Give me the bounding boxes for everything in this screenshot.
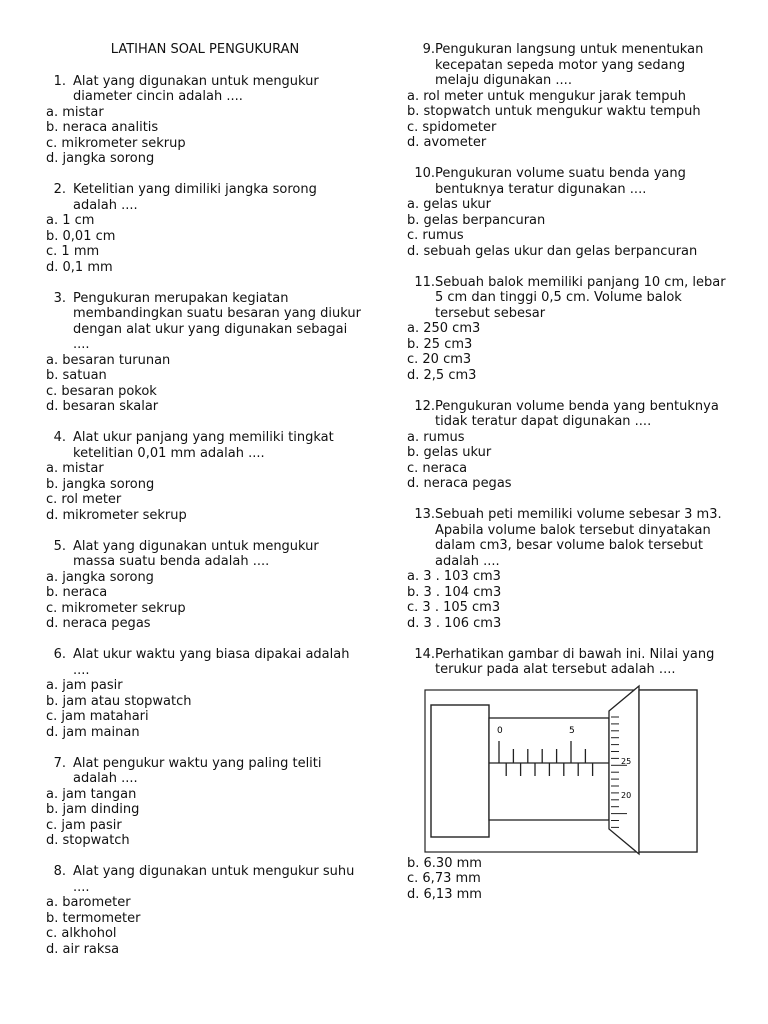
answer-option[interactable]: c. jam matahari [46,709,149,724]
question-stem [46,756,364,787]
question-3 [46,291,364,415]
right-column [407,42,727,918]
question-number: 4. [53,430,66,445]
answer-option[interactable]: d. 2,5 cm3 [407,367,477,383]
anvil-block [431,705,489,837]
question-stem [46,291,364,353]
answer-option[interactable]: b. 0,01 cm [46,228,116,244]
answer-option[interactable]: a. besaran turunan [46,352,171,368]
answer-option[interactable]: a. mistar [46,461,104,476]
answer-option[interactable]: a. jam pasir [46,678,123,693]
answer-option[interactable]: d. jam mainan [46,724,140,740]
question-4 [46,430,364,523]
question-text: Sebuah balok memiliki panjang 10 cm, lebar 5 cm dan tinggi 0,5 cm. Volume balok tersebut sebesar [435,274,726,321]
answer-option[interactable]: a. 3 . 103 cm3 [407,569,501,584]
answer-option[interactable]: b. 25 cm3 [407,336,473,352]
answer-option[interactable]: a. mistar [46,104,104,120]
answer-option[interactable]: c. spidometer [407,119,497,135]
answer-option[interactable]: c. mikrometer sekrup [46,135,186,151]
answer-option[interactable]: c. 20 cm3 [407,352,472,367]
answer-option[interactable]: b. gelas ukur [407,445,492,460]
question-stem [407,166,727,197]
page-title: LATIHAN SOAL PENGUKURAN [110,42,300,57]
question-text: Alat yang digunakan untuk mengukur massa suatu benda adalah .... [73,538,319,569]
question-number: 10. [414,166,435,181]
question-number: 7. [53,755,66,771]
question-number: 1. [53,73,66,89]
question-text: Pengukuran langsung untuk menentukan kecepatan sepeda motor yang sedang melaju digunakan .... [435,42,704,88]
answer-option[interactable]: d. besaran skalar [46,399,159,414]
question-stem [46,182,364,213]
answer-option[interactable]: a. barometer [46,895,131,910]
question-5 [46,539,364,632]
left-question-list [46,74,364,958]
question-text: Alat ukur waktu yang biasa dipakai adalah .... [73,647,350,678]
question-stem [46,74,364,105]
answer-option[interactable]: c. besaran pokok [46,383,157,399]
answer-option[interactable]: a. rumus [407,429,465,445]
main-scale-label-0: 0 [497,725,503,736]
answer-option[interactable]: d. 6,13 mm [407,886,482,902]
answer-option[interactable]: c. alkhohol [46,926,117,941]
ratchet-block [639,690,697,852]
question-6 [46,647,364,740]
right-question-list [407,42,727,631]
answer-option[interactable]: c. mikrometer sekrup [46,600,186,616]
question-number: 6. [53,647,66,662]
answer-option[interactable]: d. neraca pegas [407,476,512,491]
question-text: Sebuah peti memiliki volume sebesar 3 m3. Apabila volume balok tersebut dinyatakan dalam cm3, besar volume balok tersebut adalah .... [435,507,722,569]
question-14-options [407,856,727,903]
question-stem [46,864,364,895]
answer-option[interactable]: d. 0,1 mm [46,259,113,275]
thimble-label-20: 20 [621,790,632,800]
question-stem [46,539,364,570]
question-14 [407,647,727,903]
answer-option[interactable]: b. stopwatch untuk mengukur waktu tempuh [407,104,701,119]
question-text: Alat pengukur waktu yang paling teliti adalah .... [73,755,322,786]
answer-option[interactable]: d. sebuah gelas ukur dan gelas berpancuran [407,243,698,259]
question-text: Pengukuran volume suatu benda yang bentuknya teratur digunakan .... [435,166,686,197]
answer-option[interactable]: c. rol meter [46,492,122,507]
answer-option[interactable]: b. termometer [46,910,141,926]
question-2 [46,182,364,275]
answer-option[interactable]: d. 3 . 106 cm3 [407,615,502,631]
answer-option[interactable]: b. neraca analitis [46,120,159,135]
answer-option[interactable]: b. 3 . 104 cm3 [407,584,502,600]
answer-option[interactable]: c. rumus [407,228,464,243]
answer-option[interactable]: d. jangka sorong [46,151,155,166]
micrometer-figure [413,684,703,856]
answer-option[interactable]: d. mikrometer sekrup [46,507,187,523]
question-number: 5. [53,538,66,554]
question-number: 8. [53,864,66,879]
question-number: 14. [414,646,435,662]
question-7 [46,756,364,849]
answer-option[interactable]: c. jam pasir [46,817,122,833]
answer-option[interactable]: d. avometer [407,135,487,150]
thimble-label-25: 25 [621,756,632,766]
question-text: Perhatikan gambar di bawah ini. Nilai yang terukur pada alat tersebut adalah .... [435,646,715,677]
answer-option[interactable]: d. stopwatch [46,833,130,848]
question-stem [46,647,364,678]
question-number: 9. [422,42,435,57]
question-13 [407,507,727,631]
answer-option[interactable]: b. jam dinding [46,802,140,817]
question-stem [46,430,364,461]
answer-option[interactable]: c. neraca [407,460,468,476]
question-text: Alat yang digunakan untuk mengukur suhu .... [73,864,355,895]
answer-option[interactable]: b. 6.30 mm [407,855,482,871]
answer-option[interactable]: b. jangka sorong [46,476,155,492]
question-number: 11. [414,274,435,290]
question-11 [407,275,727,384]
thimble [609,686,639,854]
question-text: Pengukuran merupakan kegiatan membandingkan suatu besaran yang diukur dengan alat ukur yang digunakan sebagai .... [73,290,361,352]
question-8 [46,864,364,957]
answer-option[interactable]: a. rol meter untuk mengukur jarak tempuh [407,88,686,104]
question-text: Alat yang digunakan untuk mengukur diameter cincin adalah .... [73,73,319,104]
answer-option[interactable]: b. gelas berpancuran [407,212,546,228]
answer-option[interactable]: d. air raksa [46,941,120,957]
question-number: 3. [53,290,66,306]
question-1 [46,74,364,167]
answer-option[interactable]: a. jangka sorong [46,569,154,585]
question-stem [407,399,727,430]
answer-option[interactable]: a. jam tangan [46,786,137,802]
micrometer-drawing [413,684,703,856]
answer-option[interactable]: a. 250 cm3 [407,321,481,336]
answer-option[interactable]: b. jam atau stopwatch [46,693,192,709]
question-number: 12. [414,398,435,414]
question-12 [407,399,727,492]
question-text: Alat ukur panjang yang memiliki tingkat ketelitian 0,01 mm adalah .... [73,430,334,461]
main-scale-label-5: 5 [569,725,575,736]
answer-option[interactable]: c. 1 mm [46,244,100,259]
question-10 [407,166,727,259]
question-number: 13. [414,507,435,522]
question-stem [407,507,727,569]
question-9 [407,42,727,151]
question-stem [407,275,727,322]
question-stem [407,647,727,678]
answer-option[interactable]: c. 3 . 105 cm3 [407,600,501,615]
left-column [46,42,364,973]
answer-option[interactable]: b. satuan [46,368,107,383]
answer-option[interactable]: b. neraca [46,585,108,600]
question-number: 2. [53,182,66,197]
answer-option[interactable]: a. 1 cm [46,213,95,228]
question-text: Ketelitian yang dimiliki jangka sorong adalah .... [73,182,317,213]
question-text: Pengukuran volume benda yang bentuknya tidak teratur dapat digunakan .... [435,398,719,429]
answer-option[interactable]: a. gelas ukur [407,197,491,212]
answer-option[interactable]: d. neraca pegas [46,616,151,631]
answer-option[interactable]: c. 6,73 mm [407,871,481,886]
question-stem [407,42,727,89]
